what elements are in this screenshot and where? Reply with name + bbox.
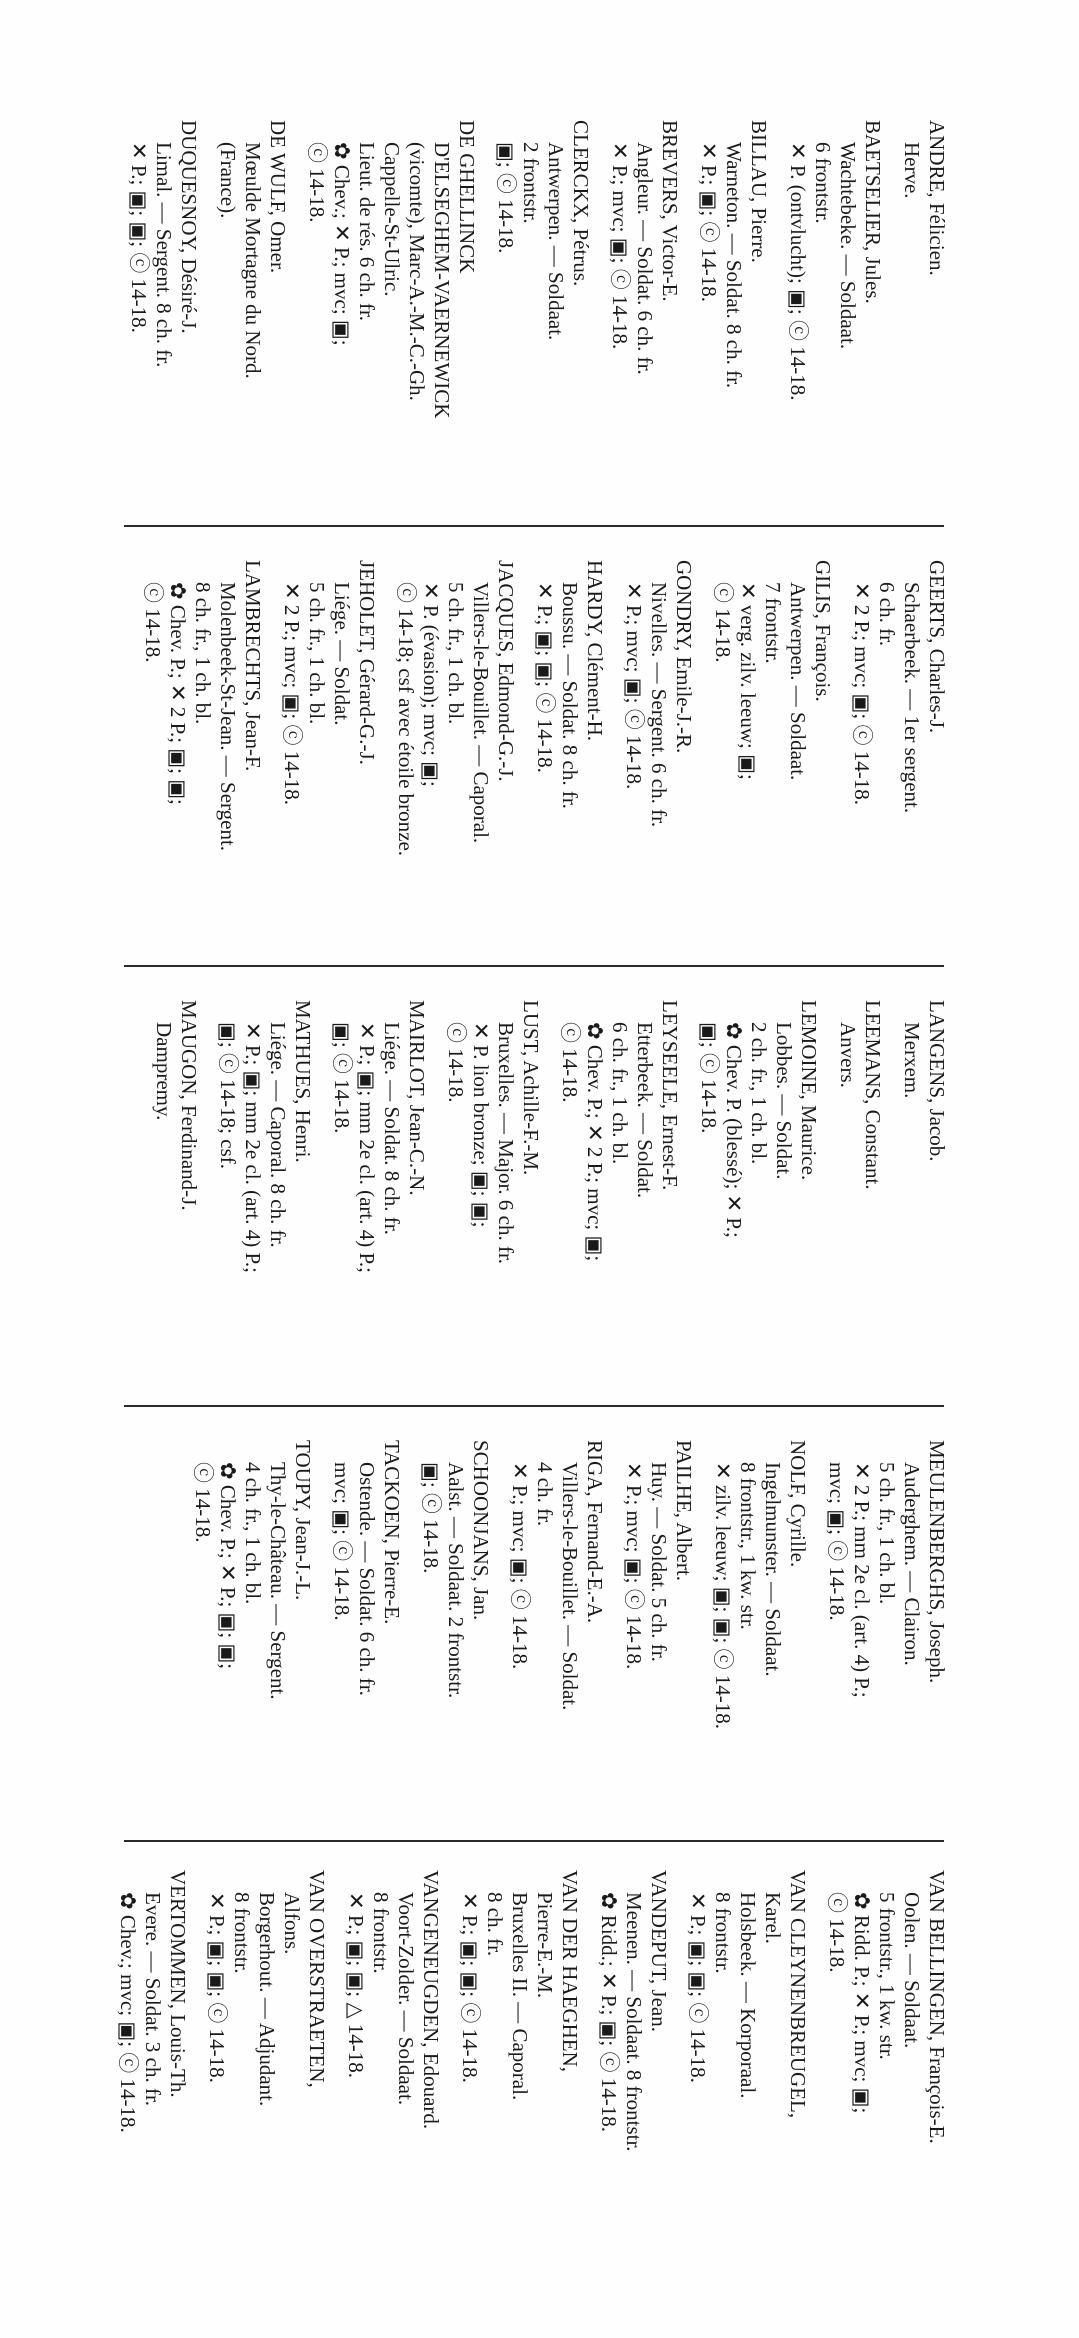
entry-detail: ✕ P.; mvc; ▣; ⓒ 14-18. [622,1462,646,1670]
roll-entry [151,1000,201,1370]
roll-entry [557,1000,682,1370]
entry-detail: 5 frontstr., 1 kw. str. [875,1892,899,2060]
entry-detail: 8 ch. fr., 1 ch. bl. [191,582,215,725]
entry-name: MAUGON, Ferdinand-J. [177,1000,201,1211]
entry-name: DE GHELLINCK [455,120,479,274]
roll-entry [835,1000,885,1370]
entry-detail: Anvers. [836,1022,860,1088]
entry-name: GONDRY, Emile-J.-R. [672,560,696,754]
roll-entry [899,120,949,490]
entry-name: JACQUES, Edmond-G.-J. [494,560,518,782]
entry-detail: Etterbeek. — Soldat. [633,1022,657,1199]
entry-detail: ✿ Chev. P.; ✕ 2 P.; mvc; ▣; [583,1022,607,1262]
entry-detail: ✕ 2 P.; mm 2e cl. (art. 4) P.; [850,1462,874,1698]
roll-entry [849,560,949,930]
entry-detail: 4 ch. fr. [533,1462,557,1527]
entry-detail: Antwerpen. — Soldaat. [544,142,568,341]
entry-detail: Herve. [900,142,924,199]
roll-entry [685,1870,810,2240]
roll-entry [457,1870,582,2240]
entry-detail: 7 frontstr. [761,582,785,664]
column-divider [124,525,944,527]
entry-name: LUST, Achille-F.-M. [519,1000,543,1176]
entry-detail: ▣; ⓒ 14-18. [419,1462,443,1574]
entry-detail: Ingelmunster. — Soldaat. [761,1462,785,1677]
entry-detail: ⓒ 14-18. [711,582,735,663]
entry-name: HARDY, Clément-H. [583,560,607,742]
entry-detail: Mœulde Mortagne du Nord. [241,142,265,379]
entry-detail: ▣; ⓒ 14-18. [697,1022,721,1134]
roll-entry [621,560,696,930]
roll-entry [621,1440,696,1810]
entry-name: VERTOMMEN, Louis-Th. [166,1870,190,2098]
entry-detail: 4 ch. fr., 1 ch. bl. [241,1462,265,1605]
roll-entry [140,560,265,930]
column-divider [124,1405,944,1407]
entry-detail: Liége. — Soldat. 8 ch. fr. [380,1022,404,1235]
roll-entry [215,120,290,490]
column-5 [0,1870,1079,2240]
entry-detail: Warneton. — Soldat. 8 ch. fr. [722,142,746,389]
entry-detail: Lobbes. — Soldat. [772,1022,796,1180]
entry-detail: ▣; ⓒ 14-18. [494,142,518,254]
entry-name: VAN DER HAEGHEN, [558,1870,582,2073]
entry-detail: 2 ch. fr., 1 ch. bl. [747,1022,771,1165]
roll-entry [443,1000,543,1370]
entry-name: ANDRE, Félicien. [925,120,949,276]
entry-name: LANGENS, Jacob. [925,1000,949,1162]
entry-name: VANDEPUT, Jean. [647,1870,671,2032]
entry-detail: ✿ Ridd.; ✕ P.; ▣; ⓒ 14-18. [597,1892,621,2132]
entry-name: VAN OVERSTRAETEN, [305,1870,329,2088]
entry-detail: Villers-le-Bouillet. — Caporal. [469,582,493,844]
entry-detail: ⓒ 14-18; csf avec étoile bronze. [394,582,418,857]
entry-detail: mvc; ▣; ⓒ 14-18. [825,1462,849,1621]
entry-detail: Liége. — Caporal. 8 ch. fr. [266,1022,290,1248]
entry-detail: D'ELSEGHEM-VAERNEWICK [430,142,454,419]
entry-name: TOUPY, Jean-J.-L. [291,1440,315,1601]
entry-name: BREVERS, Victor-E. [658,120,682,302]
entry-detail: (France). [216,142,240,219]
entry-detail: Evere. — Soldat. 3 ch. fr. [141,1892,165,2107]
roll-entry [824,1870,949,2240]
entry-detail: Angleur. — Soldat. 6 ch. fr. [633,142,657,375]
entry-detail: Borgerhout. — Adjudant. [255,1892,279,2107]
entry-detail: ⓒ 14-18. [305,142,329,223]
entry-detail: ✕ P. (ontvlucht); ▣; ⓒ 14-18. [786,142,810,401]
entry-name: SCHOONJANS, Jan. [469,1440,493,1621]
roll-entry [607,120,682,490]
entry-detail: ✕ P.; ▣; ▣; ⓒ 14-18. [127,142,151,333]
entry-detail: ✿ Chev. P. (blessé); ✕ P.; [722,1022,746,1238]
roll-entry [393,560,518,930]
entry-detail: ✕ P.; ▣; ▣; ⓒ 14-18. [686,1892,710,2083]
entry-detail: ✕ P. (évasion); mvc; ▣; [419,582,443,787]
entry-detail: 8 frontstr. [230,1892,254,1974]
entry-detail: Karel. [761,1892,785,1944]
entry-detail: 5 ch. fr., 1 ch. bl. [875,1462,899,1605]
entry-detail: ✿ Chev.; ✕ P.; mvc; ▣; [330,142,354,346]
entry-detail: ✕ P.; ▣; ⓒ 14-18. [697,142,721,302]
entry-name: BILLAU, Pierre. [747,120,771,263]
entry-detail: Molenbeek-St-Jean. — Sergent. [216,582,240,852]
roll-entry [126,120,201,490]
roll-entry [696,1000,821,1370]
entry-detail: Wachtebeke. — Soldaat. [836,142,860,350]
entry-detail: ✕ P. lion bronze; ▣; ▣; [469,1022,493,1228]
entry-detail: 2 frontstr. [519,142,543,224]
entry-name: DUQUESNOY, Désiré-J. [177,120,201,334]
entry-name: VAN BELLINGEN, François-E. [925,1870,949,2144]
entry-name: BAETSELIER, Jules. [861,120,885,304]
entry-detail: Merxem. [900,1022,924,1099]
column-1 [0,120,1079,490]
roll-entry [507,1440,607,1810]
entry-name: LEYSEELE, Ernest-F. [658,1000,682,1191]
entry-detail: ✕ P.; mvc; ▣; ⓒ 14-18. [508,1462,532,1670]
entry-detail: ⓒ 14-18. [141,582,165,663]
entry-detail: ✕ P.; ▣; ▣; ⓒ 14-18. [205,1892,229,2083]
entry-detail: Villers-le-Bouillet. — Soldat. [558,1462,582,1711]
roll-entry [493,120,593,490]
roll-entry [532,560,607,930]
entry-detail: ✕ P.; ▣; ▣; △ 14-18. [344,1892,368,2079]
entry-detail: Bruxelles II. — Caporal. [508,1892,532,2101]
entry-detail: Oolen. — Soldaat. [900,1892,924,2049]
entry-detail: ✕ P.; ▣; mm 2e cl. (art. 4) P.; [355,1022,379,1273]
entry-name: VAN CLEYNENBREUGEL, [786,1870,810,2119]
roll-entry [343,1870,443,2240]
entry-name: MAIRLOT, Jean-C.-N. [405,1000,429,1196]
entry-detail: Auderghem. — Clairon. [900,1462,924,1666]
roll-entry [710,1440,810,1810]
entry-detail: ✕ P.; mvc; ▣; ⓒ 14-18. [608,142,632,350]
entry-detail: ✕ 2 P.; mvc; ▣; ⓒ 14-18. [850,582,874,805]
column-3 [0,1000,1079,1370]
entry-name: PAILHE, Albert. [672,1440,696,1581]
roll-entry [304,120,479,490]
entry-detail: Bruxelles. — Major. 6 ch. fr. [494,1022,518,1265]
entry-detail: ⓒ 14-18. [825,1892,849,1973]
entry-detail: Cappelle-St-Ulric. [380,142,404,297]
entry-name: VANGENEUGDEN, Edouard. [419,1870,443,2130]
entry-detail: 5 ch. fr., 1 ch. bl. [305,582,329,725]
entry-name: CLERCKX, Pétrus. [569,120,593,287]
entry-detail: Holsbeek. — Korporaal. [736,1892,760,2099]
entry-detail: Limal. — Sergent. 8 ch. fr. [152,142,176,368]
entry-detail: ✿ Chev.; mvc; ▣; ⓒ 14-18. [116,1892,140,2133]
entry-detail: ✿ Chev. P.; ✕ 2 P.; ▣; ▣; [166,582,190,805]
entry-detail: Thy-le-Château. — Sergent. [266,1462,290,1700]
entry-detail: Voort-Zolder. — Soldaat. [394,1892,418,2106]
entry-detail: Liége. — Soldat. [330,582,354,726]
entry-detail: Meenen. — Soldaat. 8 frontstr. [622,1892,646,2152]
entry-detail: ✕ zilv. leeuw; ▣; ▣; ⓒ 14-18. [711,1462,735,1730]
entry-name: GEERTS, Charles-J. [925,560,949,734]
column-2 [0,560,1079,930]
roll-entry [710,560,835,930]
roll-entry [329,1440,404,1810]
entry-detail: ▣; ⓒ 14-18; csf. [216,1022,240,1169]
entry-detail: Boussu. — Soldat. 8 ch. fr. [558,582,582,809]
entry-detail: 8 ch. fr. [483,1892,507,1957]
entry-detail: 8 frontstr. [711,1892,735,1974]
entry-detail: mvc; ▣; ⓒ 14-18. [330,1462,354,1621]
entry-detail: ⓒ 14-18. [191,1462,215,1543]
entry-detail: ✕ 2 P.; mvc; ▣; ⓒ 14-18. [280,582,304,805]
entry-detail: 6 frontstr. [811,142,835,224]
entry-detail: ✕ verg. zilv. leeuw; ▣; [736,582,760,780]
entry-name: MATHUES, Henri. [291,1000,315,1163]
roll-entry [190,1440,315,1810]
roll-entry [115,1870,190,2240]
entry-name: NOLF, Cyrille. [786,1440,810,1568]
roll-entry [596,1870,671,2240]
entry-detail: ✕ P.; ▣; mm 2e cl. (art. 4) P.; [241,1022,265,1273]
column-4 [0,1440,1079,1810]
entry-detail: ✕ P.; mvc; ▣; ⓒ 14-18. [622,582,646,790]
entry-detail: ✿ Chev. P.; ✕ P.; ▣; ▣; [216,1462,240,1670]
roll-entry [899,1000,949,1370]
entry-name: GILIS, François. [811,560,835,702]
roll-entry [279,560,379,930]
entry-detail: Aalst. — Soldaat. 2 frontstr. [444,1462,468,1699]
entry-detail: Lieut. de rés. 6 ch. fr. [355,142,379,322]
roll-entry [696,120,771,490]
entry-name: LEEMANS, Constant. [861,1000,885,1190]
entry-detail: 5 ch. fr., 1 ch. bl. [444,582,468,725]
entry-detail: Ostende. — Soldat. 6 ch. fr. [355,1462,379,1696]
entry-detail: Pierre-E.-M. [533,1892,557,1999]
entry-name: LAMBRECHTS, Jean-F. [241,560,265,772]
entry-detail: Huy. — Soldat. 5 ch. fr. [647,1462,671,1662]
entry-detail: 8 frontstr., 1 kw. str. [736,1462,760,1630]
entry-name: DE WULF, Omer. [266,120,290,274]
entry-detail: Dampremy. [152,1022,176,1121]
roll-entry [418,1440,493,1810]
column-divider [124,1840,944,1842]
entry-detail: Antwerpen. — Soldaat. [786,582,810,781]
roll-entry [329,1000,429,1370]
roll-entry [204,1870,329,2240]
entry-detail: ⓒ 14-18. [558,1022,582,1103]
entry-detail: 6 ch. fr. [875,582,899,647]
entry-detail: 8 frontstr. [369,1892,393,1974]
entry-detail: 6 ch. fr., 1 ch. bl. [608,1022,632,1165]
column-divider [124,965,944,967]
entry-detail: Schaerbeek. — 1er sergent. [900,582,924,814]
entry-detail: Nivelles. — Sergent. 6 ch. fr. [647,582,671,828]
entry-detail: ✕ P.; ▣; ▣; ⓒ 14-18. [458,1892,482,2083]
entry-detail: Alfons. [280,1892,304,1955]
roll-entry [824,1440,949,1810]
entry-name: LEMOINE, Maurice. [797,1000,821,1181]
entry-detail: ⓒ 14-18. [444,1022,468,1103]
roll-entry [215,1000,315,1370]
entry-detail: ▣; ⓒ 14-18. [330,1022,354,1134]
entry-name: RIGA, Fernand-E.-A. [583,1440,607,1624]
entry-name: JEHOLET, Gérard-G.-J. [355,560,379,765]
entry-detail: ✿ Ridd. P.; ✕ P.; mvc; ▣; [850,1892,874,2114]
entry-detail: (vicomte), Marc-A.-M.-C.-Gh. [405,142,429,401]
roll-entry [785,120,885,490]
entry-name: TACKOEN, Pierre-E. [380,1440,404,1625]
entry-detail: ✕ P.; ▣; ▣; ⓒ 14-18. [533,582,557,773]
entry-name: MEULENBERGHS, Joseph. [925,1440,949,1684]
